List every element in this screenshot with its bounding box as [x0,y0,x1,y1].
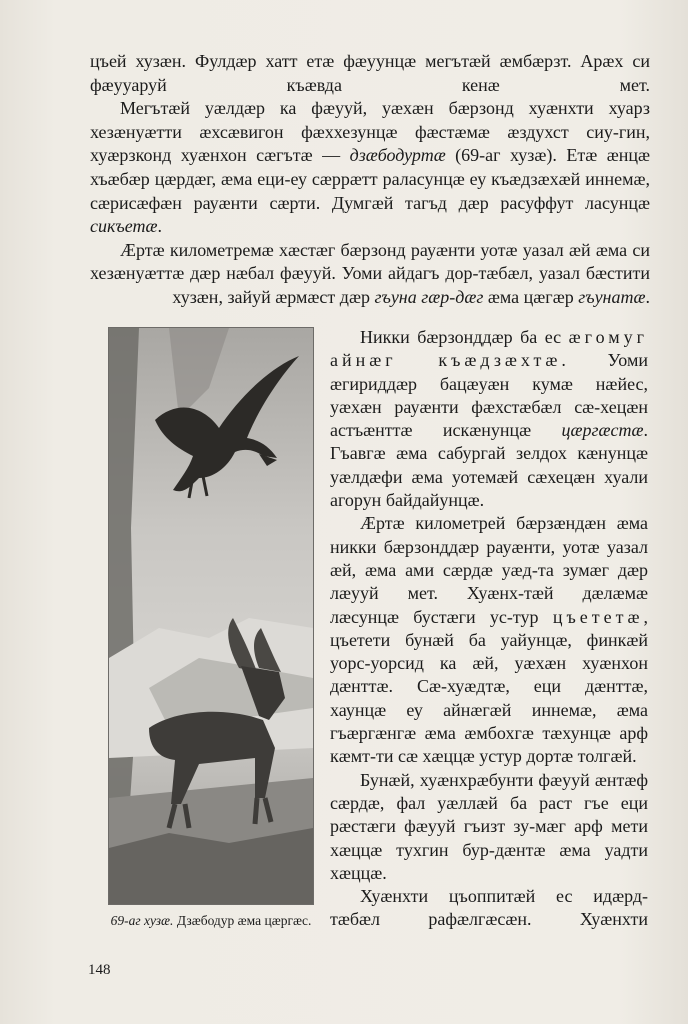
term-sikaetae: сикъетæ [90,216,158,237]
term-gunatae: гъунатæ [578,286,646,307]
term-guna-gaerdaeg: гъуна гæр-дæг [374,286,484,307]
right-text-column [330,326,648,932]
illustration-plate [109,328,313,904]
figure-caption [108,912,314,929]
paragraph-3: Æртæ километремæ хæстæг бæрзонд рауæнти уотæ уазал æй æма си хезæнуæттæ дæр нæбал фæууй. Уоми айдагъ дор-тæбæл, уазал бæстити хузæн, зайуй æрмæст дæр гъуна гæр-дæг æма цæгæр гъунатæ. [90,239,650,307]
paragraph-1: цъей хузæн. Фулдæр хатт етæ фæуунцæ мегътæй æмбæрзт. Арæх си фæууаруй къæвда кенæ мет. [90,51,650,95]
figure-caption-text: Дзæбодур æма цæргæс. [173,913,312,928]
paragraph-5: Æртæ километрей бæрзæндæн æма никки бæрзонддæр рауæнти, уотæ уазал æй, æма ами сæрдæ уæд-та зумæг дæр лæууй мет. Хуæнх-тæй дæлæмæ лæсунцæ бустæги ус-тур цъететæ, цъетети бунæй ба уайунцæ, финкæй уорс-уорсид ка æй, уæхæн хуæнхон дæнттæ. Сæ-хуæдтæ, еци дæнттæ, хаунцæ еу айнæгæй иннемæ, æма гъæргæнгæ æма æмбохгæ тæхунцæ арф кæмт-ти сæ хæццæ устур дортæ толгæй. [330,513,648,767]
paragraph-4: Никки бæрзонддæр ба ес æгомуг айнæг къæдзæхтæ. Уоми æгириддæр бацæуæн кумæ нæйес, уæхæн рауæнти фæхстæбæл сæ-хецæн астъæнттæ искæнунцæ цæргæстæ. Гъавгæ æма сабургай зелдох кæнунцæ уæлдæфи æма уотемæй сæхецæн хуали агорун байдайунцæ. [330,327,648,511]
page-number: 148 [88,962,111,978]
paragraph-6: Бунæй, хуæнхрæбунти фæууй æнтæф сæрдæ, фал уæллæй ба раст гъе еци рæстæги фæууй гъизт зу-мæг арф мети хæццæ тухгин бур-дæнтæ æма уадти хæццæ. [330,769,648,883]
term-dzaebodurtae: дзæбодуртæ [349,145,446,166]
term-tsaergaestae: цæргæстæ [561,420,644,441]
paragraph-7: Хуæнхти цъоппитæй ес идæрд-тæбæл рафæлгæсæн. Хуæнхти [330,886,648,930]
main-text-block [90,50,650,310]
figure-number: 69-аг хузæ. [110,913,174,928]
figure-illustration [108,327,314,905]
paragraph-2: Мегътæй уæлдæр ка фæууй, уæхæн бæрзонд хуæнхти хуарз хезæнуæтти æхсæвигон фæххезунцæ фæстæмæ æздухст сиу-гин, хуæрзконд хуæнхон сæгътæ — дзæбодуртæ (69-аг хузæ). Етæ æнцæ хъæбæр цæрдæг, æма еци-еу сæррæтт раласунцæ еу къæдзæхæй иннемæ, сæрисæфæн рауæнти сæрти. Думгæй тагъд дæр расуффут ласунцæ сикъетæ. [90,98,650,237]
